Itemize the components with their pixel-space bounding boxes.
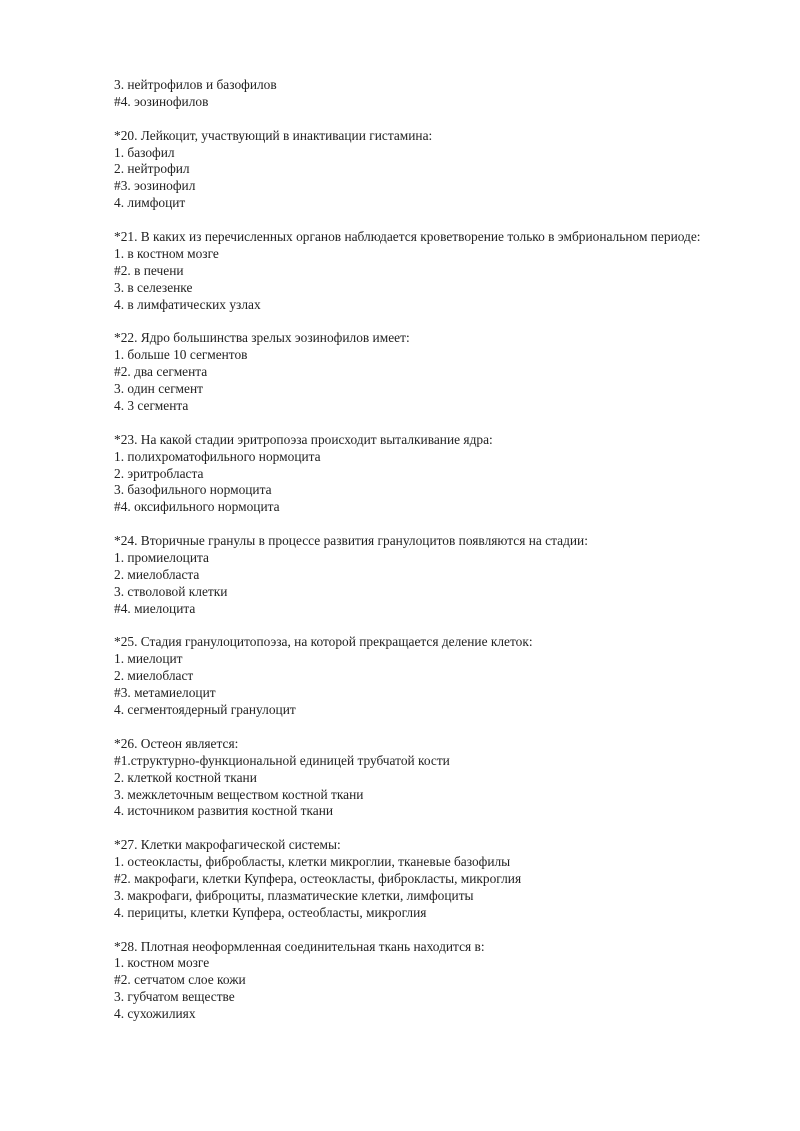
answer-option: 3. в селезенке	[114, 279, 193, 295]
answer-option: 1. полихроматофильного нормоцита	[114, 448, 321, 464]
answer-option: 4. 3 сегмента	[114, 397, 189, 413]
question-text: *26. Остеон является:	[114, 735, 239, 751]
intro-block	[114, 77, 734, 111]
answer-option: 1. миелоцит	[114, 651, 183, 667]
question-27	[114, 837, 734, 921]
answer-option: #3. метамиелоцит	[114, 685, 216, 701]
answer-option: #4. оксифильного нормоцита	[114, 499, 280, 515]
answer-option: 2. миелобласт	[114, 668, 194, 684]
answer-option: 4. в лимфатических узлах	[114, 296, 261, 312]
question-26	[114, 736, 734, 820]
question-23	[114, 432, 734, 516]
answer-option: #1.структурно-функциональной единицей трубчатой кости	[114, 752, 450, 768]
question-20	[114, 128, 734, 212]
question-text: *23. На какой стадии эритропоэза происходит выталкивание ядра:	[114, 431, 493, 447]
answer-option: 2. клеткой костной ткани	[114, 769, 257, 785]
question-28	[114, 939, 734, 1023]
answer-option: 3. стволовой клетки	[114, 583, 228, 599]
question-text: *27. Клетки макрофагической системы:	[114, 837, 341, 853]
question-text: *20. Лейкоцит, участвующий в инактивации гистамина:	[114, 127, 433, 143]
question-text: *28. Плотная неоформленная соединительная ткань находится в:	[114, 938, 485, 954]
answer-option: #4. эозинофилов	[114, 93, 209, 109]
answer-option: #2. сетчатом слое кожи	[114, 972, 246, 988]
answer-option: 1. больше 10 сегментов	[114, 347, 248, 363]
answer-option: #2. макрофаги, клетки Купфера, остеокласты, фиброкласты, микроглия	[114, 870, 522, 886]
answer-option: 1. базофил	[114, 144, 175, 160]
test-content	[114, 77, 734, 1040]
answer-option: 3. губчатом веществе	[114, 989, 235, 1005]
answer-option: #3. эозинофил	[114, 178, 196, 194]
answer-option: 3. межклеточным веществом костной ткани	[114, 786, 364, 802]
answer-option: #2. два сегмента	[114, 364, 208, 380]
answer-option: 4. сухожилиях	[114, 1006, 196, 1022]
question-21	[114, 229, 734, 313]
question-25	[114, 634, 734, 718]
answer-option: 1. остеокласты, фибробласты, клетки микроглии, тканевые базофилы	[114, 854, 511, 870]
answer-option: 2. миелобласта	[114, 566, 200, 582]
answer-option: #4. миелоцита	[114, 600, 196, 616]
answer-option: 1. в костном мозге	[114, 245, 219, 261]
answer-option: 4. сегментоядерный гранулоцит	[114, 702, 296, 718]
answer-option: 1. костном мозге	[114, 955, 210, 971]
answer-option: 1. промиелоцита	[114, 550, 209, 566]
question-text: *24. Вторичные гранулы в процессе развития гранулоцитов появляются на стадии:	[114, 533, 588, 549]
answer-option: 3. один сегмент	[114, 381, 203, 397]
question-text: *22. Ядро большинства зрелых эозинофилов имеет:	[114, 330, 410, 346]
answer-option: 4. лимфоцит	[114, 195, 186, 211]
answer-option: 4. источником развития костной ткани	[114, 803, 334, 819]
answer-option: 2. эритробласта	[114, 465, 204, 481]
answer-option: 4. перициты, клетки Купфера, остеобласты, микроглия	[114, 904, 427, 920]
answer-option: 2. нейтрофил	[114, 161, 190, 177]
question-22	[114, 330, 734, 414]
answer-option: 3. базофильного нормоцита	[114, 482, 272, 498]
answer-option: 3. макрофаги, фиброциты, плазматические клетки, лимфоциты	[114, 887, 474, 903]
question-24	[114, 533, 734, 617]
answer-option: #2. в печени	[114, 262, 184, 278]
answer-option: 3. нейтрофилов и базофилов	[114, 77, 277, 92]
question-text: *21. В каких из перечисленных органов наблюдается кроветворение только в эмбриональном периоде:	[114, 229, 701, 245]
question-text: *25. Стадия гранулоцитопоэза, на которой прекращается деление клеток:	[114, 634, 533, 650]
